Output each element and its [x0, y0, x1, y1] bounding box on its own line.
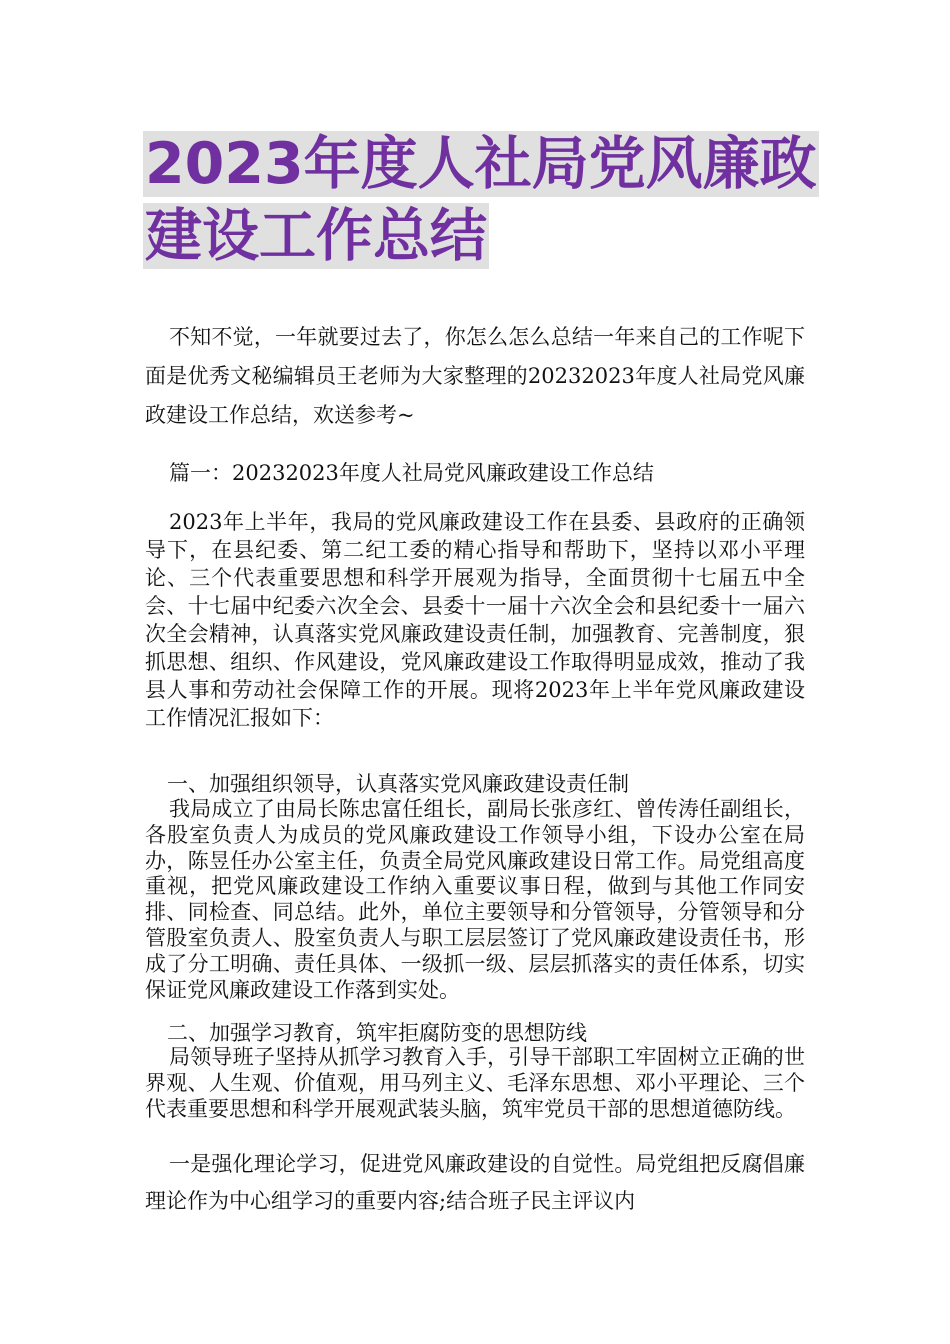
intro-paragraph: 不知不觉，一年就要过去了，你怎么怎么总结一年来自己的工作呢下面是优秀文秘编辑员王老师为大家整理的20232023年度人社局党风廉政建设工作总结，欢送参考~ [145, 325, 805, 427]
document-title-text: 2023年度人社局党风廉政建设工作总结 [145, 131, 817, 269]
document-title [143, 128, 823, 272]
part-heading: 篇一：20232023年度人社局党风廉政建设工作总结 [169, 461, 654, 485]
paragraph-4: 一是强化理论学习，促进党风廉政建设的自觉性。局党组把反腐倡廉理论作为中心组学习的重要内容;结合班子民主评议内 [145, 1152, 805, 1213]
paragraph-1: 2023年上半年，我局的党风廉政建设工作在县委、县政府的正确领导下，在县纪委、第二纪工委的精心指导和帮助下，坚持以邓小平理论、三个代表重要思想和科学开展观为指导，全面贯彻十七届五中全会、十七届中纪委六次全会、县委十一届十六次全会和县纪委十一届六次全会精神，认真落实党风廉政建设责任制，加强教育、完善制度，狠抓思想、组织、作风建设，党风廉政建设工作取得明显成效，推动了我县人事和劳动社会保障工作的开展。现将2023年上半年党风廉政建设工作情况汇报如下： [145, 510, 805, 730]
section-heading-2: 二、加强学习教育，筑牢拒腐防变的思想防线 [167, 1021, 587, 1045]
paragraph-3: 局领导班子坚持从抓学习教育入手，引导干部职工牢固树立正确的世界观、人生观、价值观，用马列主义、毛泽东思想、邓小平理论、三个代表重要思想和科学开展观武装头脑，筑牢党员干部的思想道德防线。 [145, 1045, 805, 1121]
paragraph-2: 我局成立了由局长陈忠富任组长，副局长张彦红、曾传涛任副组长，各股室负责人为成员的党风廉政建设工作领导小组，下设办公室在局办，陈昱任办公室主任，负责全局党风廉政建设日常工作。局党组高度重视，把党风廉政建设工作纳入重要议事日程，做到与其他工作同安排、同检查、同总结。此外，单位主要领导和分管领导，分管领导和分管股室负责人、股室负责人与职工层层签订了党风廉政建设责任书，形成了分工明确、责任具体、一级抓一级、层层抓落实的责任体系，切实保证党风廉政建设工作落到实处。 [145, 797, 805, 1002]
section-heading-1: 一、加强组织领导，认真落实党风廉政建设责任制 [167, 772, 629, 796]
